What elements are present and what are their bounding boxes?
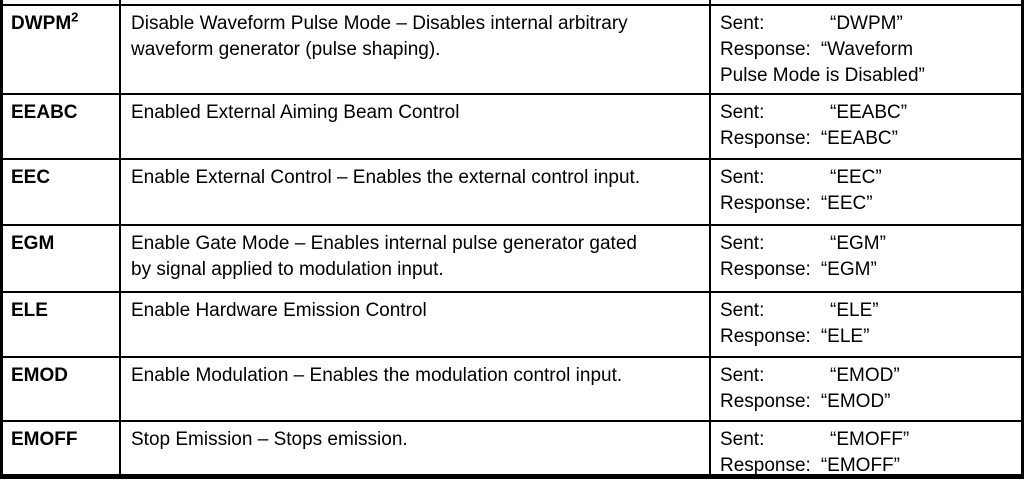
example-line-value: “Waveform <box>820 39 914 60</box>
table-row <box>3 293 1021 358</box>
command-cell <box>3 226 121 291</box>
command-label: EMOD <box>11 365 68 386</box>
command-cell <box>3 95 121 158</box>
table-row <box>3 95 1021 160</box>
command-label: EEC <box>11 167 51 188</box>
description-line: Enable Hardware Emission Control <box>131 300 427 321</box>
example-line <box>720 389 1017 415</box>
table-row <box>3 6 1021 95</box>
cutoff-cell-example <box>711 0 1021 4</box>
example-line-label: Response: <box>720 128 811 149</box>
example-line <box>720 257 1017 283</box>
example-line-value: “EGM” <box>830 233 886 254</box>
example-line-label: Response: <box>720 193 811 214</box>
command-cell <box>3 422 121 474</box>
example-cell <box>711 6 1021 93</box>
example-line-value: “EMOD” <box>820 391 891 412</box>
description-cell <box>121 293 711 356</box>
command-cell <box>3 358 121 420</box>
example-line <box>720 231 1017 257</box>
example-cell <box>711 358 1021 420</box>
command-cell <box>3 293 121 356</box>
command-label: DWPM <box>11 13 72 34</box>
example-line-label: Sent: <box>720 233 765 254</box>
example-line-value: “EMOD” <box>830 365 900 386</box>
table-row <box>3 422 1021 479</box>
example-line <box>720 191 1017 217</box>
example-line-label: Sent: <box>720 167 765 188</box>
example-line <box>720 100 1017 126</box>
example-line <box>720 37 1017 63</box>
description-cell <box>121 226 711 291</box>
table-row <box>3 160 1021 226</box>
example-line <box>720 165 1017 191</box>
example-cell <box>711 293 1021 356</box>
example-line-label: Response: <box>720 391 811 412</box>
command-cell <box>3 160 121 224</box>
example-line <box>720 427 1017 453</box>
example-line-label: Response: <box>720 39 811 60</box>
description-line: waveform generator (pulse shaping). <box>131 39 441 60</box>
command-label: EMOFF <box>11 429 78 450</box>
example-line-label: Sent: <box>720 13 765 34</box>
example-line-label: Sent: <box>720 429 765 450</box>
example-line-label: Sent: <box>720 102 765 123</box>
command-label: ELE <box>11 300 48 321</box>
example-line <box>720 11 1017 37</box>
example-line-value: “ELE” <box>820 326 870 347</box>
example-line-value: “EEABC” <box>830 102 908 123</box>
description-line: Enable Modulation – Enables the modulation control input. <box>131 365 623 386</box>
description-line: Stop Emission – Stops emission. <box>131 429 408 450</box>
example-line-value: Pulse Mode is Disabled” <box>720 65 925 86</box>
description-cell <box>121 422 711 474</box>
table-body <box>0 6 1024 479</box>
table-row <box>3 226 1021 293</box>
example-line <box>720 453 1017 474</box>
example-line <box>720 63 1017 89</box>
description-line: Enable Gate Mode – Enables internal pulse generator gated <box>131 233 637 254</box>
example-line-value: “EEABC” <box>820 128 898 149</box>
example-line-label: Sent: <box>720 300 765 321</box>
description-cell <box>121 160 711 224</box>
example-line <box>720 298 1017 324</box>
description-cell <box>121 358 711 420</box>
example-line-value: “DWPM” <box>830 13 903 34</box>
example-line-value: “ELE” <box>830 300 879 321</box>
description-cell <box>121 6 711 93</box>
example-line-label: Response: <box>720 259 811 280</box>
cutoff-cell-command <box>3 0 121 4</box>
command-footnote-marker: 2 <box>71 9 79 25</box>
example-line-value: “EGM” <box>820 259 877 280</box>
example-line-value: “EMOFF” <box>830 429 910 450</box>
example-line-label: Response: <box>720 455 811 474</box>
example-line <box>720 324 1017 350</box>
example-cell <box>711 95 1021 158</box>
example-line <box>720 126 1017 152</box>
example-line <box>720 363 1017 389</box>
description-line: Enable External Control – Enables the external control input. <box>131 167 641 188</box>
example-cell <box>711 160 1021 224</box>
command-label: EEABC <box>11 102 78 123</box>
example-cell <box>711 226 1021 291</box>
description-line: Enabled External Aiming Beam Control <box>131 102 460 123</box>
description-line: Disable Waveform Pulse Mode – Disables internal arbitrary <box>131 13 628 34</box>
description-line: by signal applied to modulation input. <box>131 259 444 280</box>
example-line-label: Response: <box>720 326 811 347</box>
example-line-label: Sent: <box>720 365 765 386</box>
command-cell <box>3 6 121 93</box>
example-cell <box>711 422 1021 474</box>
table-row <box>3 358 1021 422</box>
example-line-value: “EEC” <box>830 167 882 188</box>
cutoff-cell-description <box>121 0 711 4</box>
command-label: EGM <box>11 233 55 254</box>
example-line-value: “EEC” <box>820 193 873 214</box>
example-line-value: “EMOFF” <box>820 455 900 474</box>
description-cell <box>121 95 711 158</box>
